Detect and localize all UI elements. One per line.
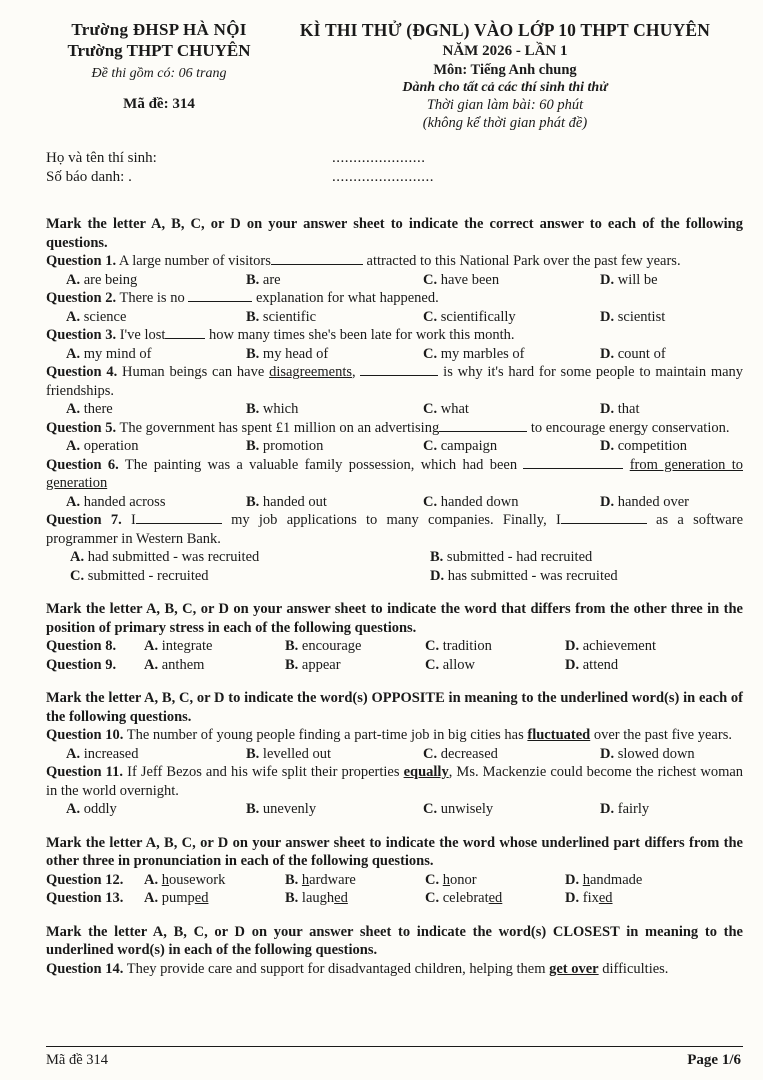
option-letter: C. [423,493,438,510]
candidate-number-label: Số báo danh: . [46,169,132,185]
option-b: B. are [246,271,281,288]
option-a: A. anthem [144,656,205,673]
option-letter: D. [600,308,615,325]
candidate-number-field: ........................ [332,169,434,185]
candidate-number-row [46,169,434,186]
answer-blank [165,326,205,339]
option-a: A. had submitted - was recruited [70,549,260,565]
option-letter: A. [66,308,81,325]
question-10 [46,726,743,745]
option-letter: C. [425,871,440,888]
option-letter: A. [66,438,81,454]
option-c: C. allow [425,656,475,673]
option-letter: B. [246,308,260,325]
question-number: Question 9. [46,656,117,673]
option-d: D. that [600,401,640,417]
exam-code: Mã đề: 314 [123,96,195,112]
option-c: C. what [423,401,469,417]
footer-exam-code: Mã đề 314 [46,1052,109,1068]
question-number: Question 5. [46,419,117,436]
option-c: C. honor [425,871,477,888]
option-c: C. submitted - recruited [70,567,209,584]
question-number: Question 11. [46,764,124,780]
option-d: D. fairly [600,801,650,817]
option-b: B. levelled out [246,745,331,762]
answer-blank [136,511,222,524]
school-sub-name: Trường THPT CHUYÊN [67,41,251,60]
option-letter: B. [285,638,299,654]
question-number: Question 12. [46,871,124,888]
question-text: difficulties. [602,960,669,977]
option-letter: B. [285,871,299,888]
option-b: B. laughed [285,890,348,906]
option-letter: C. [425,656,440,673]
option-d: D. slowed down [600,745,695,762]
section-instruction-5: Mark the letter A, B, C, or D on your answer sheet to indicate the word(s) CLOSEST in meaning to the underlined word(s) in each of the following questions. [46,923,743,958]
option-b: B. encourage [285,638,362,654]
option-b: B. handed out [246,493,327,510]
option-a: A. operation [66,438,139,454]
option-letter: B. [246,493,260,510]
option-d: D. fixed [565,890,613,906]
question-text: A large number of visitors [118,253,271,269]
question-4-options [46,400,743,419]
option-letter: A. [144,656,159,673]
underlined-word: get over [549,960,599,977]
question-number: Question 1. [46,253,117,269]
option-a: A. integrate [144,638,213,654]
footer-divider [46,1046,743,1047]
option-letter: B. [246,271,260,288]
option-letter: D. [565,890,580,906]
answer-blank [523,456,623,469]
option-a: A. oddly [66,801,117,817]
section-instruction-4: Mark the letter A, B, C, or D on your answer sheet to indicate the word whose underlined part differs from the other three in pronunciation in each of the following questions. [46,834,743,869]
question-text: to encourage energy conservation. [530,419,730,436]
question-number: Question 7. [46,512,122,528]
option-b: B. hardware [285,871,356,888]
option-a: A. there [66,401,113,417]
question-2-options [46,308,743,327]
question-text: Human beings can have [122,364,265,380]
option-letter: D. [600,745,615,762]
header-right [280,20,730,132]
question-number: Question 4. [46,364,118,380]
question-text: The number of young people finding a part-time job in big cities has [126,727,524,743]
underlined-word: fluctuated [527,727,591,743]
exam-year: NĂM 2026 - LẦN 1 [442,43,568,59]
question-number: Question 6. [46,456,119,473]
candidate-name-field: ...................... [332,150,426,166]
option-letter: C. [423,745,438,762]
question-text: I've lost [119,327,166,343]
question-text: If Jeff Bezos and his wife split their properties [127,764,400,780]
question-text: over the past five years. [593,727,732,743]
option-letter: C. [70,567,85,584]
option-letter: D. [600,271,615,288]
answer-blank [188,289,252,302]
exam-subject: Môn: Tiếng Anh chung [433,62,577,78]
answer-blank [360,363,438,376]
question-text: explanation for what happened. [255,290,439,306]
option-letter: C. [425,890,440,906]
question-text: my job applications to many companies. Finally, I [231,512,561,528]
option-b: B. scientific [246,308,317,325]
option-c: C. decreased [423,745,498,762]
option-letter: B. [430,549,444,565]
option-letter: C. [423,308,438,325]
option-c: C. tradition [425,638,492,654]
option-b: B. my head of [246,345,329,362]
candidate-name-label: Họ và tên thí sinh: [46,150,157,166]
option-letter: D. [430,567,445,584]
question-text: attracted to this National Park over the past few years. [366,253,681,269]
question-text: , Ms. Mackenzie could become the richest woman in the world overnight. [46,764,744,799]
question-text: from generation to generation [46,456,743,491]
option-letter: A. [66,745,81,762]
question-6 [46,456,743,493]
section-instruction-1: Mark the letter A, B, C, or D on your answer sheet to indicate the correct answer to each of the following questions. [46,216,743,251]
option-letter: B. [246,801,260,817]
question-number: Question 13. [46,890,124,906]
option-letter: A. [66,493,81,510]
option-c: C. campaign [423,438,498,454]
question-text: The government has spent £1 million on an advertising [119,419,440,436]
exam-title: KÌ THI THỬ (ĐGNL) VÀO LỚP 10 THPT CHUYÊN [299,20,711,40]
option-a: A. are being [66,271,138,288]
option-d: D. competition [600,438,687,454]
exam-time: Thời gian làm bài: 60 phút [426,97,584,113]
option-letter: D. [600,438,615,454]
option-letter: C. [423,801,438,817]
option-letter: B. [285,890,299,906]
option-d: D. handmade [565,871,643,888]
option-letter: C. [423,438,438,454]
option-a: A. handed across [66,493,166,510]
question-5 [46,419,743,438]
option-letter: B. [246,345,260,362]
answer-blank [561,511,647,524]
question-number: Question 8. [46,638,117,654]
option-b: B. promotion [246,438,324,454]
question-1-options [46,271,743,290]
question-number: Question 10. [46,727,124,743]
option-a: A. my mind of [66,345,152,362]
option-letter: D. [565,871,580,888]
answer-blank [439,419,527,432]
option-b: B. appear [285,656,341,673]
option-letter: C. [425,638,440,654]
option-letter: C. [423,401,438,417]
option-letter: B. [285,656,299,673]
school-name: Trường ĐHSP HÀ NỘI [71,20,247,39]
option-b: B. which [246,401,299,417]
section-instruction-3: Mark the letter A, B, C, or D to indicate the word(s) OPPOSITE in meaning to the underlined word(s) in each of the following questions. [46,690,743,725]
question-5-options [46,437,743,456]
question-text: There is no [119,290,185,306]
option-b: B. submitted - had recruited [430,549,593,565]
question-10-options [46,745,743,764]
exam-body [46,215,743,978]
option-letter: D. [600,801,615,817]
option-c: C. handed down [423,493,519,510]
option-letter: D. [600,345,615,362]
option-letter: B. [246,745,260,762]
page-count-note: Đề thi gồm có: 06 trang [91,66,227,81]
option-letter: A. [66,271,81,288]
option-letter: B. [246,438,260,454]
question-13 [46,889,743,908]
option-letter: A. [66,801,81,817]
question-11-options [46,800,743,819]
option-letter: D. [600,401,615,417]
question-text: I [131,512,136,528]
option-a: A. increased [66,745,139,762]
underlined-word: equally [403,764,449,780]
option-letter: D. [565,656,580,673]
question-8 [46,637,743,656]
option-d: D. handed over [600,493,689,510]
option-letter: B. [246,401,260,417]
option-letter: A. [144,890,159,906]
question-3 [46,326,743,345]
option-letter: A. [66,345,81,362]
question-11 [46,763,743,800]
option-letter: C. [423,345,438,362]
option-a: A. pumped [144,890,209,906]
question-number: Question 14. [46,960,124,977]
question-14 [46,960,743,979]
exam-time-note: (không kể thời gian phát đề) [422,115,588,131]
question-text: The painting was a valuable family possession, which had been [124,456,518,473]
option-letter: A. [144,871,159,888]
option-c: C. unwisely [423,801,494,817]
option-c: C. have been [423,271,500,288]
question-1 [46,252,743,271]
question-text: is why it's hard for some people to maintain many friendships. [46,364,744,399]
option-letter: D. [565,638,580,654]
option-letter: A. [70,549,85,565]
option-d: D. has submitted - was recruited [430,567,618,584]
header-left [44,20,274,113]
footer-page-number: Page 1/6 [687,1052,741,1068]
question-text: how many times she's been late for work this month. [209,327,515,343]
question-9 [46,656,743,675]
question-4: Question 4. Human beings can have disagreements, is why it's hard for some people to maintain many friendships. [46,364,744,399]
option-c: C. my marbles of [423,345,525,362]
underlined-word: disagreements [269,364,353,380]
question-7-options [46,548,743,585]
option-letter: C. [423,271,438,288]
question-number: Question 3. [46,327,117,343]
option-letter: A. [144,638,159,654]
question-6-options [46,493,743,512]
answer-blank [271,252,363,265]
question-2 [46,289,743,308]
option-c: C. celebrated [425,890,503,906]
option-d: D. count of [600,345,666,362]
question-text: They provide care and support for disadvantaged children, helping them [126,960,546,977]
exam-audience: Dành cho tất cả các thí sinh thi thử [402,80,608,95]
option-letter: D. [600,493,615,510]
option-d: D. achievement [565,638,656,654]
option-d: D. attend [565,656,619,673]
option-b: B. unevenly [246,801,317,817]
question-3-options [46,345,743,364]
option-a: A. housework [144,871,226,888]
question-12 [46,871,743,890]
option-letter: A. [66,401,81,417]
option-c: C. scientifically [423,308,516,325]
section-instruction-2: Mark the letter A, B, C, or D on your answer sheet to indicate the word that differs from the other three in the position of primary stress in each of the following questions. [46,601,743,636]
option-d: D. scientist [600,308,666,325]
question-text: as a software programmer in Western Bank. [46,512,744,547]
option-a: A. science [66,308,127,325]
question-number: Question 2. [46,290,117,306]
question-7 [46,511,743,548]
candidate-name-row [46,150,426,167]
option-d: D. will be [600,271,658,288]
